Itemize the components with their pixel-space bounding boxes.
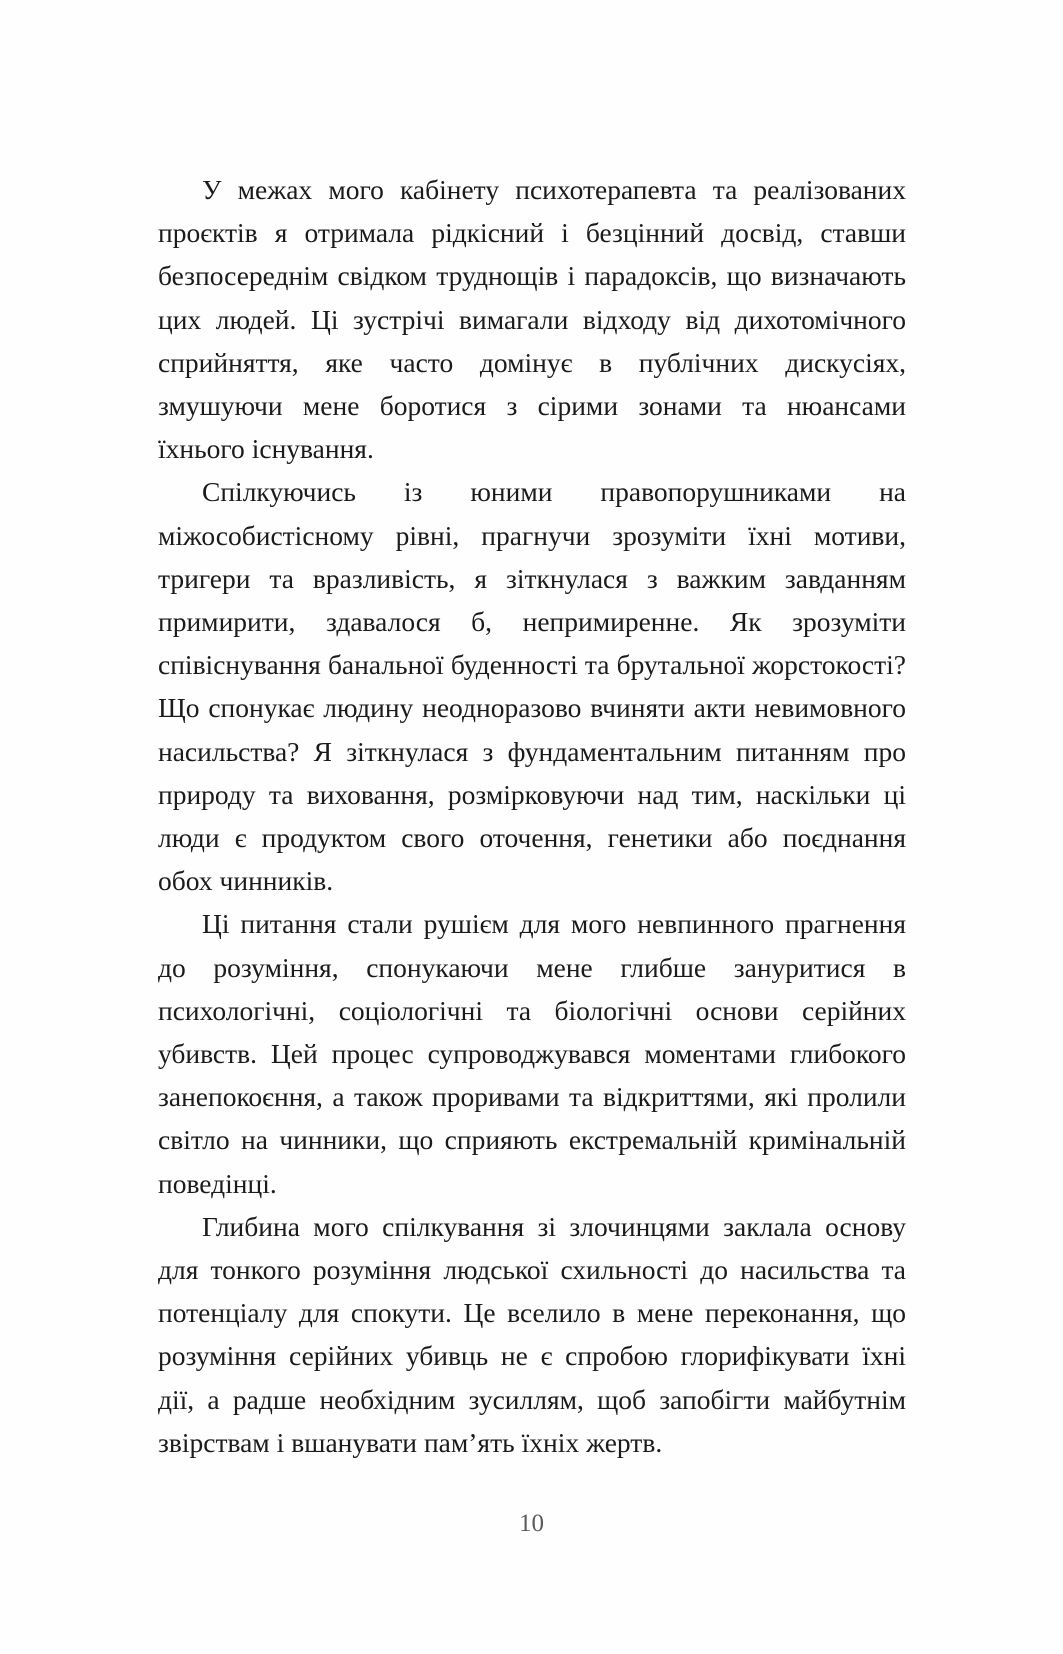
paragraph-2: Спілкуючись із юними правопорушниками на міжособистісному рівні, прагнучи зрозуміти їхні мотиви, тригери та вразливість, я зіткнулася з важким завданням примирити, здавалося б, непримиренне. Як зрозуміти співіснування банальної буденності та брутальної жорстокості? Що спонукає людину неодноразово вчиняти акти невимовного насильства? Я зіткнулася з фундаментальним питанням про природу та виховання, розмірковуючи над тим, наскільки ці люди є продуктом свого оточення, генетики або поєднання обох чинників. [158,476,906,897]
page-number: 10 [519,1510,544,1537]
paragraph-1: У межах мого кабінету психотерапевта та реалізованих проєктів я отримала рідкісний і безцінний досвід, ставши безпосереднім свідком труднощів і парадоксів, що визначають цих людей. Ці зустрічі вимагали відходу від дихотомічного сприйняття, яке часто домінує в публічних дискусіях, змушуючи мене боротися з сірими зонами та нюансами їхнього існування. [158,174,906,465]
paragraph-3: Ці питання стали рушієм для мого невпинного прагнення до розуміння, спонукаючи мене глибше зануритися в психологічні, соціологічні та біологічні основи серійних убивств. Цей процес супроводжувався моментами глибокого занепокоєння, а також проривами та відкриттями, які пролили світло на чинники, що сприяють екстремальній кримінальній поведінці. [158,908,906,1199]
page-body-text [158,168,906,1464]
paragraph-4: Глибина мого спілкування зі злочинцями заклала основу для тонкого розуміння людської схильності до насильства та потенціалу для спокути. Це вселило в мене переконання, що розуміння серійних убивць не є спробою глорифікувати їхні дії, а радше необхідним зусиллям, щоб запобігти майбутнім звірствам і вшанувати пам’ять їхніх жертв. [158,1210,906,1458]
